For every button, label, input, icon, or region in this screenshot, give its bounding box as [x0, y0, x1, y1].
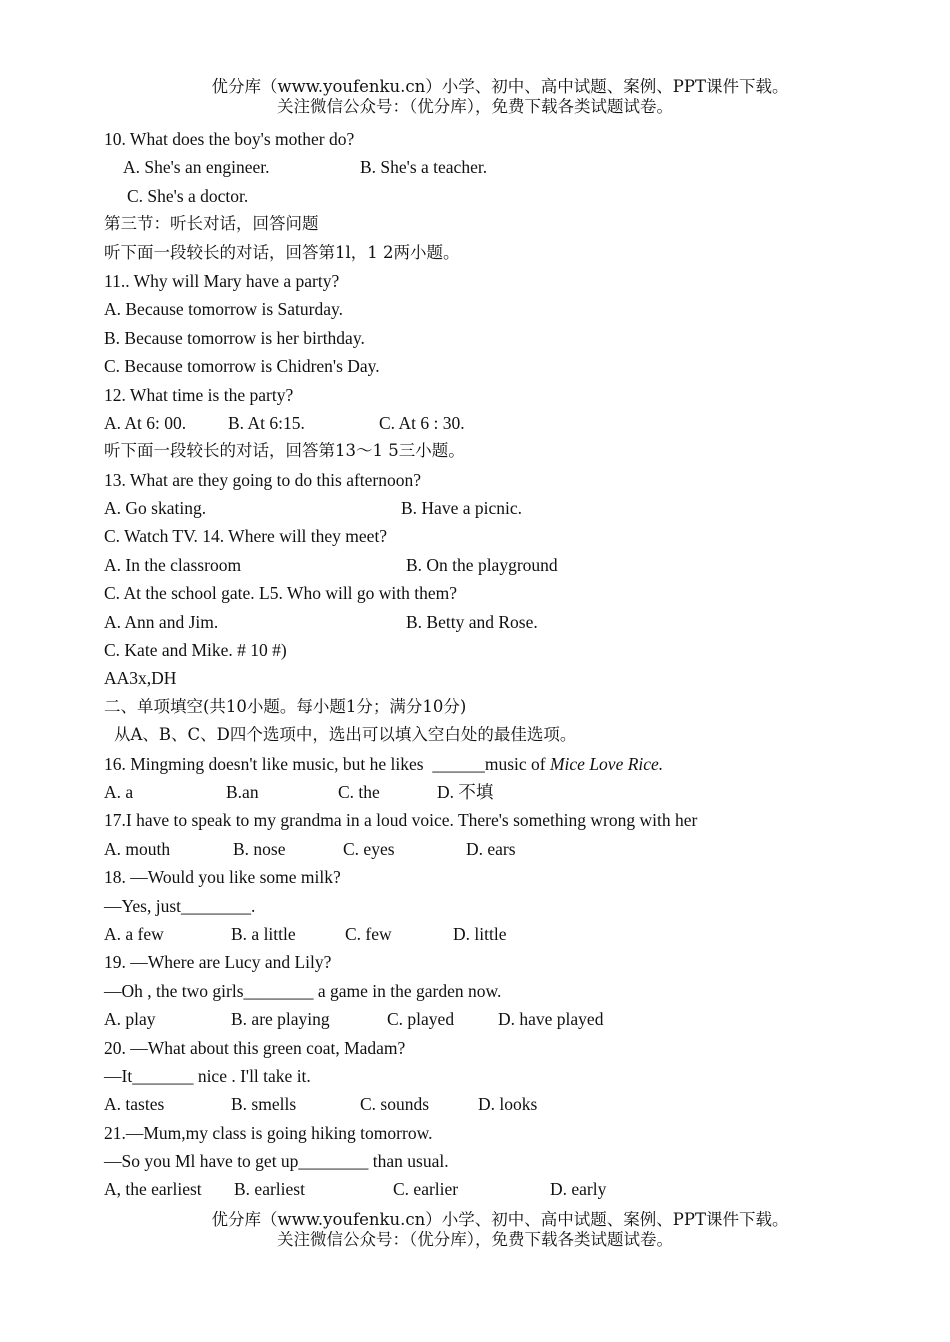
q14-option-c-q15-stem: C. At the school gate. L5. Who will go with them?: [104, 583, 458, 604]
q11-stem: 11.. Why will Mary have a party?: [104, 270, 340, 291]
q17-option-a: A. mouth: [104, 838, 171, 859]
q13-option-a: A. Go skating.: [104, 498, 207, 519]
q14-option-b: B. On the playground: [406, 554, 558, 575]
q16-option-b: B.an: [226, 781, 259, 802]
q14-options-ab: [104, 551, 804, 579]
q18-option-d: D. little: [453, 923, 507, 944]
q12-stem: 12. What time is the party?: [104, 384, 294, 405]
q17-option-d: D. ears: [466, 838, 516, 859]
q12-options: [104, 409, 804, 437]
section3-title: 第三节：听长对话，回答问题: [104, 214, 319, 234]
q10-option-c: C. She's a doctor.: [127, 185, 249, 206]
q16-stem-row: [104, 750, 804, 778]
q10-options-ab: [104, 153, 804, 181]
page-header: [0, 77, 950, 117]
q12-option-a: A. At 6: 00.: [104, 412, 187, 433]
q11-option-c: C. Because tomorrow is Chidren's Day.: [104, 356, 380, 377]
q13-stem: 13. What are they going to do this afternoon?: [104, 469, 422, 490]
part2-title: 二、单项填空(共10小题。每小题1分；满分10分): [104, 696, 467, 716]
section3-instruction: 听下面一段较长的对话，回答第1l，1 2两小题。: [104, 242, 460, 262]
q19-option-c: C. played: [387, 1009, 455, 1030]
q18-option-a: A. a few: [104, 923, 164, 944]
q13-options-ab: [104, 494, 804, 522]
q20-stem: 20. —What about this green coat, Madam?: [104, 1037, 406, 1058]
q21-option-d: D. early: [550, 1179, 607, 1200]
q20-option-d: D. looks: [478, 1094, 538, 1115]
header-line-2: 关注微信公众号：（优分库），免费下载各类试题试卷。: [277, 97, 673, 116]
instruction-13-15: 听下面一段较长的对话，回答第13～1 5三小题。: [104, 441, 465, 461]
q19-options: [104, 1005, 804, 1033]
q19-option-b: B. are playing: [231, 1009, 330, 1030]
q21-stem: 21.—Mum,my class is going hiking tomorrow.: [104, 1122, 433, 1143]
q17-option-b: B. nose: [233, 838, 286, 859]
q10-option-a: A. She's an engineer.: [123, 157, 270, 178]
q13-option-c-q14-stem: C. Watch TV. 14. Where will they meet?: [104, 526, 388, 547]
q10-option-c-row: [104, 182, 804, 210]
q18-option-b: B. a little: [231, 923, 296, 944]
q21-option-b: B. earliest: [234, 1179, 305, 1200]
part2-instruction-text: 从A、B、C、D四个选项中，选出可以填入空白处的最佳选项。: [114, 725, 577, 745]
q15-options-ab: [104, 608, 804, 636]
q21-options: [104, 1175, 804, 1203]
exam-content: [104, 125, 804, 1204]
q15-option-a: A. Ann and Jim.: [104, 611, 219, 632]
q18-stem-2: —Yes, just________.: [104, 895, 256, 916]
q19-stem: 19. —Where are Lucy and Lily?: [104, 952, 332, 973]
footer-line-2: 关注微信公众号：（优分库），免费下载各类试题试卷。: [277, 1230, 673, 1249]
q21-option-c: C. earlier: [393, 1179, 459, 1200]
q17-stem: 17.I have to speak to my grandma in a loud voice. There's something wrong with her: [104, 810, 698, 831]
q15-option-c: C. Kate and Mike. # 10 #): [104, 640, 287, 661]
q14-option-a: A. In the classroom: [104, 554, 242, 575]
q20-options: [104, 1090, 804, 1118]
footer-line-1: 优分库（www.youfenku.cn）小学、初中、高中试题、案例、PPT课件下载。: [211, 1210, 789, 1229]
page-footer: [0, 1210, 950, 1250]
q11-option-a: A. Because tomorrow is Saturday.: [104, 299, 343, 320]
q19-option-d: D. have played: [498, 1009, 604, 1030]
q18-stem: 18. —Would you like some milk?: [104, 867, 341, 888]
q20-option-a: A. tastes: [104, 1094, 165, 1115]
q13-option-b: B. Have a picnic.: [401, 498, 522, 519]
q17-options: [104, 835, 804, 863]
q16-options: [104, 778, 804, 806]
q20-option-c: C. sounds: [360, 1094, 430, 1115]
q16-option-a: A. a: [104, 781, 134, 802]
q18-option-c: C. few: [345, 923, 392, 944]
q10-option-b: B. She's a teacher.: [360, 157, 488, 178]
q16-option-d: D. 不填: [437, 781, 494, 802]
q17-option-c: C. eyes: [343, 838, 395, 859]
q20-option-b: B. smells: [231, 1094, 297, 1115]
q10-stem: 10. What does the boy's mother do?: [104, 129, 355, 149]
q12-option-b: B. At 6:15.: [228, 412, 305, 433]
q18-options: [104, 920, 804, 948]
answer-code: AA3x,DH: [104, 668, 177, 689]
q20-stem-2: —It_______ nice . I'll take it.: [104, 1065, 311, 1086]
q21-stem-2: —So you Ml have to get up________ than usual.: [104, 1151, 449, 1172]
q16-stem-title: Mice Love Rice.: [549, 753, 664, 774]
q19-option-a: A. play: [104, 1009, 156, 1030]
q16-stem: 16. Mingming doesn't like music, but he likes ______music of: [104, 753, 550, 774]
q16-option-c: C. the: [338, 781, 380, 802]
q12-option-c: C. At 6 : 30.: [379, 412, 465, 433]
part2-instruction: [104, 721, 804, 749]
q15-option-b: B. Betty and Rose.: [406, 611, 538, 632]
q11-option-b: B. Because tomorrow is her birthday.: [104, 327, 365, 348]
header-line-1: 优分库（www.youfenku.cn）小学、初中、高中试题、案例、PPT课件下载。: [211, 77, 789, 96]
q21-option-a: A, the earliest: [104, 1179, 202, 1200]
q19-stem-2: —Oh , the two girls________ a game in the garden now.: [104, 980, 502, 1001]
